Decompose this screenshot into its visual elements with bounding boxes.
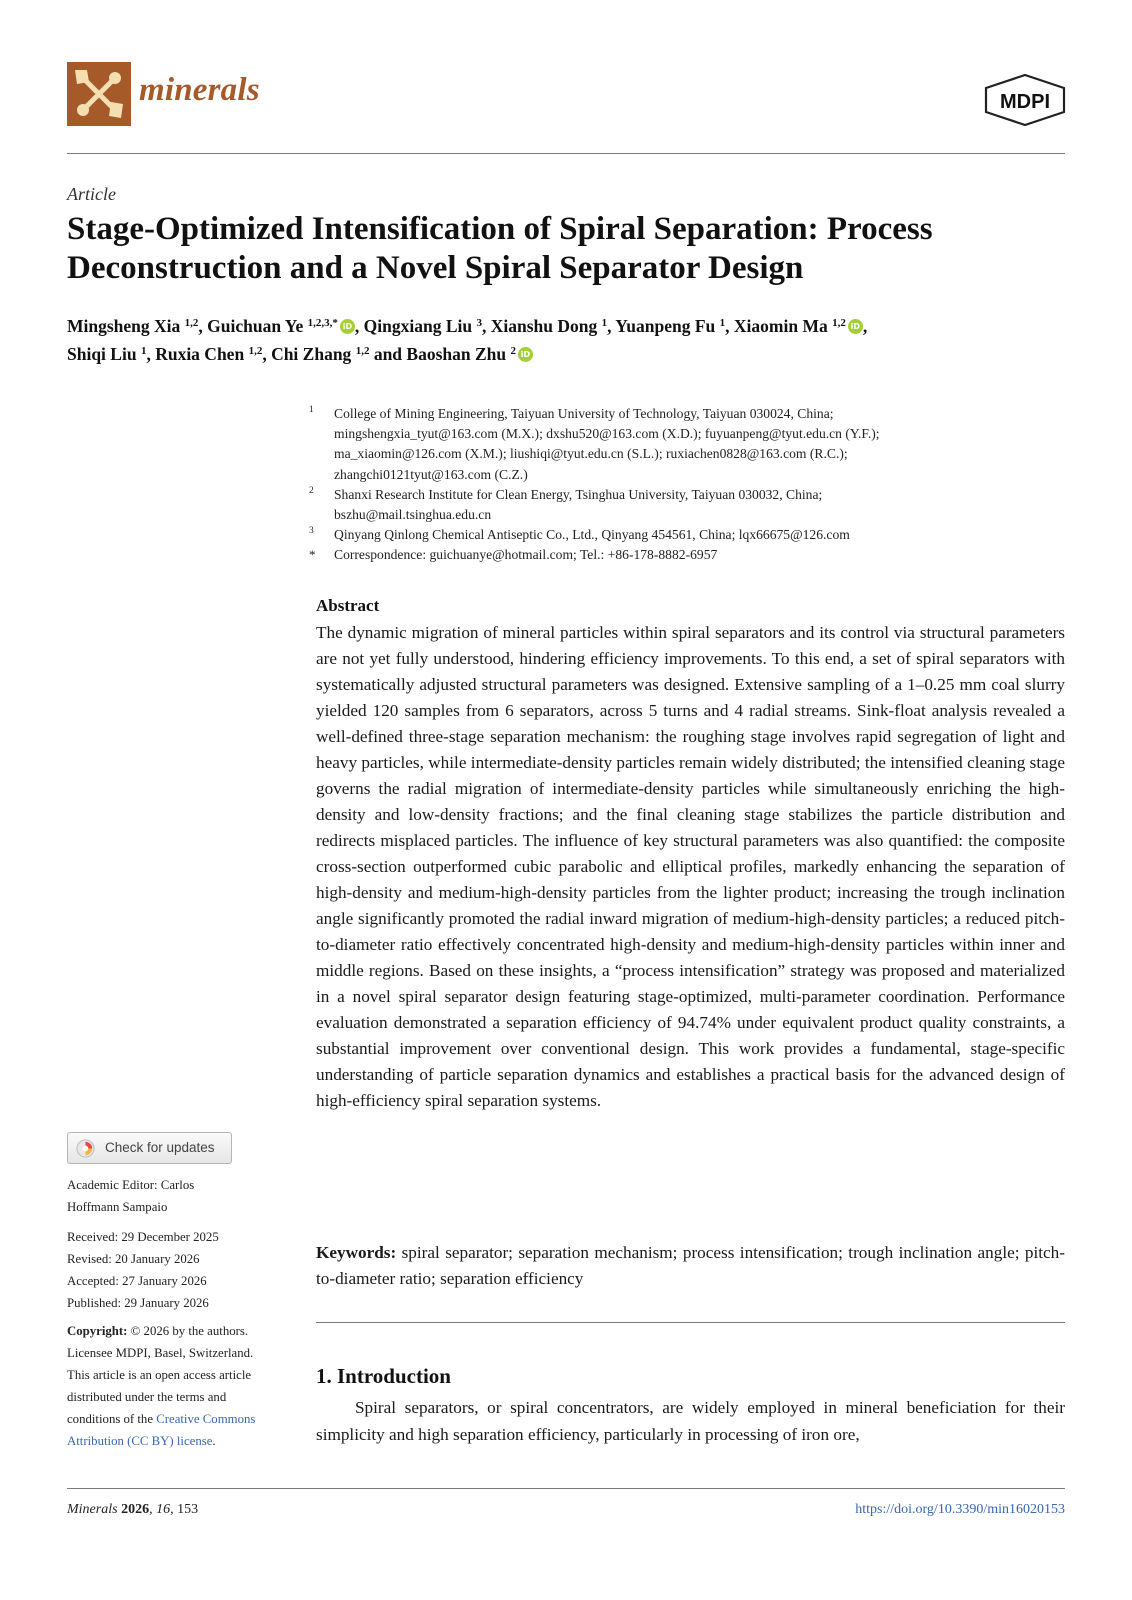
affiliation-marker: 1 [309, 405, 314, 415]
author-affiliation-marker: 1,2 [248, 345, 263, 357]
citation-article-number: 153 [177, 1502, 199, 1517]
section-heading-introduction: 1. Introduction [316, 1364, 451, 1388]
license-link[interactable]: Attribution (CC BY) license [67, 1434, 213, 1448]
affiliation-line: Qinyang Qinlong Chemical Antiseptic Co., Ltd., Qinyang 454561, China; lqx66675@126.com [334, 527, 850, 543]
copyright-label: Copyright: [67, 1324, 128, 1338]
affiliations [309, 404, 1065, 566]
author-name: Xianshu Dong [490, 316, 602, 336]
citation-year: 2026 [121, 1502, 150, 1517]
keywords-divider [316, 1322, 1065, 1323]
keywords [316, 1240, 1065, 1292]
orcid-icon[interactable]: iD [848, 319, 863, 334]
author-affiliation-marker: 1 [719, 317, 726, 329]
mdpi-logo-icon [984, 74, 1066, 126]
copyright-text: © 2026 by the authors. [130, 1324, 249, 1338]
copyright-notice [67, 1320, 287, 1452]
author-separator: and [369, 344, 407, 364]
abstract-text: The dynamic migration of mineral particles within spiral separators and its control via structural parameters are not yet fully understood, hindering efficiency improvements. To this end, a set of spiral separators with systematically adjusted structural parameters was designed. Extensive sampling of a 1–0.25 mm coal slurry yielded 120 samples from 6 separators, across 5 turns and 4 radial streams. Sink-float analysis revealed a well-defined three-stage separation mechanism: the roughing stage involves rapid segregation of light and heavy particles, while intermediate-density particles remain widely distributed; the intensified cleaning stage governs the radial migration of intermediate-density particles while simultaneously enriching the high-density and low-density fractions; and the final cleaning stage stabilizes the particle distribution and redirects misplaced particles. The influence of key structural parameters was also quantified: the composite cross-section outperformed cubic parabolic and elliptical profiles, markedly enhancing the separation of high-density and medium-high-density particles from the lighter product; increasing the trough inclination angle significantly promoted the radial inward migration of medium-high-density particles; a reduced pitch-to-diameter ratio effectively concentrated high-density and medium-high-density particles within inner and middle regions. Based on these insights, a “process intensification” strategy was proposed and materialized in a novel spiral separator design featuring stage-optimized, multi-parameter coordination. Performance evaluation demonstrated a separation efficiency of 94.74% under equivalent product quality constraints, a substantial improvement over conventional design. This work provides a fundamental, stage-specific understanding of particle separation dynamics and establishes a practical basis for the advanced design of high-efficiency spiral separation systems. [316, 623, 1065, 1110]
author-separator: , [262, 344, 272, 364]
license-link[interactable]: Creative Commons [156, 1412, 256, 1426]
citation-volume: 16 [156, 1502, 171, 1517]
affiliation-item [309, 485, 1065, 525]
affiliation-item [309, 525, 1065, 545]
author-affiliation-marker: 1,2 [355, 345, 370, 357]
author-list [67, 312, 1067, 368]
svg-text:MDPI: MDPI [1000, 91, 1050, 113]
publication-dates [67, 1226, 287, 1314]
orcid-icon[interactable]: iD [518, 347, 533, 362]
license-line: This article is an open access article [67, 1368, 252, 1382]
date-received: Received: 29 December 2025 [67, 1230, 219, 1244]
keywords-text: spiral separator; separation mechanism; process intensification; trough inclination angle; pitch-to-diameter ratio; separation efficiency [316, 1243, 1065, 1288]
affiliation-line: mingshengxia_tyut@163.com (M.X.); dxshu520@163.com (X.D.); fuyuanpeng@tyut.edu.cn (Y.F.); [334, 426, 880, 442]
license-line: distributed under the terms and [67, 1390, 227, 1404]
author-name: Yuanpeng Fu [615, 316, 720, 336]
article-title: Stage-Optimized Intensification of Spiral Separation: Process Deconstruction and a Novel Spiral Separator Design [67, 211, 933, 286]
license-line [67, 1430, 287, 1452]
affiliation-marker: 2 [309, 485, 314, 496]
citation-journal: Minerals [67, 1502, 118, 1517]
affiliation-line: Shanxi Research Institute for Clean Energy, Tsinghua University, Taiyuan 030032, China; [334, 486, 823, 502]
license-end: . [212, 1434, 216, 1448]
affiliation-marker: * [309, 547, 316, 563]
author-affiliation-marker: 1,2 [184, 317, 199, 329]
author-separator: , [198, 316, 208, 336]
check-updates-icon [76, 1139, 95, 1158]
minerals-logo-icon [67, 62, 131, 126]
author-name: Baoshan Zhu [406, 344, 511, 364]
author-separator: , [354, 316, 364, 336]
affiliation-item [309, 404, 1065, 485]
doi-link[interactable]: https://doi.org/10.3390/min16020153 [855, 1502, 1065, 1517]
author-affiliation-marker: 1,2 [832, 317, 846, 329]
author-name: Mingsheng Xia [67, 316, 185, 336]
affiliation-line: College of Mining Engineering, Taiyuan University of Technology, Taiyuan 030024, China; [334, 406, 834, 421]
editor-line: Hoffmann Sampaio [67, 1200, 168, 1214]
license-line [67, 1408, 287, 1430]
date-accepted: Accepted: 27 January 2026 [67, 1274, 207, 1288]
author-separator: , [725, 316, 734, 336]
academic-editor [67, 1174, 287, 1218]
article-type: Article [67, 184, 116, 204]
orcid-icon[interactable]: iD [340, 319, 355, 334]
affiliation-line: Correspondence: guichuanye@hotmail.com; Tel.: +86-178-8882-6957 [334, 547, 718, 563]
author-affiliation-marker: 1 [140, 345, 147, 357]
editor-line: Academic Editor: Carlos [67, 1178, 195, 1192]
affiliation-marker: 3 [309, 526, 314, 537]
author-affiliation-marker: 1 [601, 317, 608, 329]
author-separator: , [607, 316, 616, 336]
copyright-line [67, 1320, 287, 1342]
citation: Minerals 2026, 16, 153 [67, 1502, 199, 1517]
affiliation-line: zhangchi0121tyut@163.com (C.Z.) [334, 466, 528, 482]
author-name: Ruxia Chen [155, 344, 249, 364]
author-separator: , [481, 316, 491, 336]
author-name: Shiqi Liu [67, 344, 141, 364]
date-revised: Revised: 20 January 2026 [67, 1252, 200, 1266]
date-published: Published: 29 January 2026 [67, 1296, 209, 1310]
affiliation-item [309, 545, 1065, 565]
header-divider [67, 153, 1065, 154]
author-affiliation-marker: 3 [476, 317, 482, 329]
author-name: Chi Zhang [271, 344, 356, 364]
journal-name: minerals [139, 72, 260, 108]
check-updates-label: Check for updates [105, 1140, 215, 1155]
author-separator: , [146, 344, 156, 364]
affiliation-line: bszhu@mail.tsinghua.edu.cn [334, 507, 492, 523]
abstract-heading: Abstract [316, 596, 380, 615]
license-line: Licensee MDPI, Basel, Switzerland. [67, 1346, 254, 1360]
license-pre: conditions of the [67, 1412, 157, 1426]
author-affiliation-marker: 1,2,3,* [307, 317, 338, 329]
introduction-text: Spiral separators, or spiral concentrators, are widely employed in mineral beneficiation for their simplicity and high separation efficiency, particularly in processing of iron ore, [316, 1398, 1065, 1444]
author-name: Xiaomin Ma [733, 316, 833, 336]
author-name: Qingxiang Liu [363, 316, 477, 336]
check-for-updates-button[interactable] [67, 1132, 232, 1164]
author-affiliation-marker: 2 [510, 345, 516, 357]
affiliation-line: ma_xiaomin@126.com (X.M.); liushiqi@tyut.edu.cn (S.L.); ruxiachen0828@163.com (R.C.); [334, 446, 848, 462]
author-name: Guichuan Ye [207, 316, 308, 336]
footer-divider [67, 1488, 1065, 1489]
author-separator: , [862, 316, 868, 336]
keywords-label: Keywords: [316, 1243, 397, 1262]
